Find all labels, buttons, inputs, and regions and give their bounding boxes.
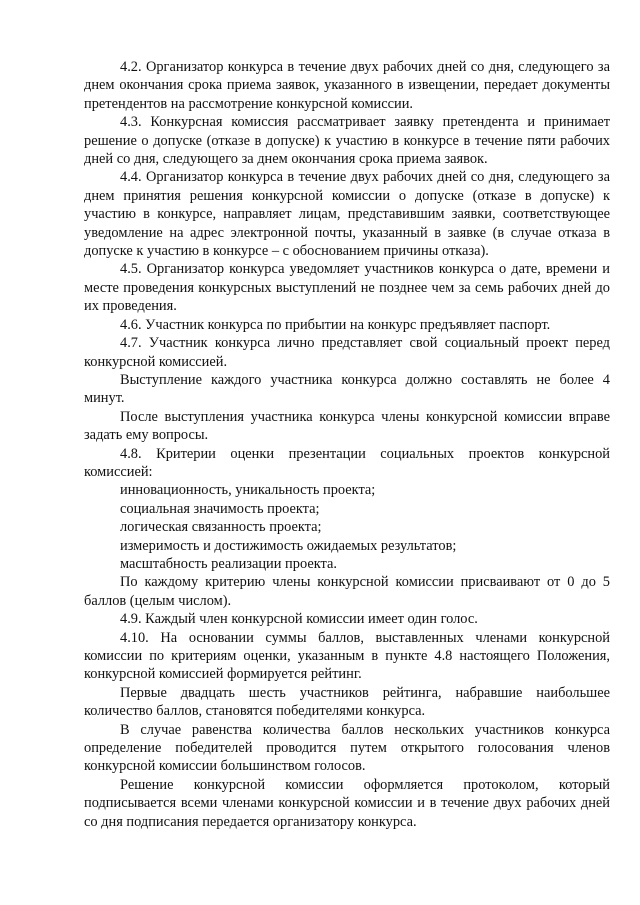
paragraph-tie: В случае равенства количества баллов нескольких участников конкурса определение победителей проводится путем открытого голосования членов конкурсной комиссии большинством голосов. bbox=[84, 721, 610, 775]
paragraph-4-6: 4.6. Участник конкурса по прибытии на конкурс предъявляет паспорт. bbox=[120, 316, 551, 333]
paragraph-4-5: 4.5. Организатор конкурса уведомляет участников конкурса о дате, времени и месте проведения конкурсных выступлений не позднее чем за семь рабочих дней до их проведения. bbox=[84, 261, 610, 315]
criteria-item: инновационность, уникальность проекта; bbox=[120, 482, 376, 499]
criteria-item: логическая связанность проекта; bbox=[120, 519, 322, 536]
paragraph-protocol: Решение конкурсной комиссии оформляется протоколом, который подписывается всеми членами конкурсной комиссии и в течение двух рабочих дней со дня подписания передается организатору конкурса. bbox=[84, 776, 610, 830]
paragraph-4-9: 4.9. Каждый член конкурсной комиссии имеет один голос. bbox=[120, 611, 478, 628]
paragraph-4-7: 4.7. Участник конкурса лично представляет свой социальный проект перед конкурсной комиссией. bbox=[84, 335, 610, 370]
paragraph-4-8: 4.8. Критерии оценки презентации социальных проектов конкурсной комиссией: bbox=[84, 445, 610, 480]
paragraph-4-2: 4.2. Организатор конкурса в течение двух рабочих дней со дня, следующего за днем окончания срока приема заявок, указанного в извещении, передает документы претендентов на рассмотрение конкурсной комиссии. bbox=[84, 59, 610, 112]
criteria-item: измеримость и достижимость ожидаемых результатов; bbox=[120, 537, 457, 554]
paragraph-4-3: 4.3. Конкурсная комиссия рассматривает заявку претендента и принимает решение о допуске (отказе в допуске) к участию в конкурсе в течение пяти рабочих дней со дня, следующего за днем окончания срока приема заявок. bbox=[84, 114, 610, 168]
criteria-item: социальная значимость проекта; bbox=[120, 500, 320, 517]
paragraph-speech-duration: Выступление каждого участника конкурса должно составлять не более 4 минут. bbox=[84, 371, 610, 407]
document-page bbox=[84, 58, 610, 831]
paragraph-questions: После выступления участника конкурса члены конкурсной комиссии вправе задать ему вопросы. bbox=[84, 408, 610, 444]
paragraph-winners: Первые двадцать шесть участников рейтинга, набравшие наибольшее количество баллов, становятся победителями конкурса. bbox=[84, 684, 610, 720]
criteria-item: масштабность реализации проекта. bbox=[120, 555, 337, 572]
paragraph-4-4: 4.4. Организатор конкурса в течение двух рабочих дней со дня, следующего за днем принятия решения конкурсной комиссии о допуске (отказе в допуске) к участию в конкурсе, направляет лицам, представившим заявки, соответствующее уведомление на адрес электронной почты, указанный в заявке (в случае отказа в допуске к участию в конкурсе – с обоснованием причины отказа). bbox=[84, 169, 610, 260]
paragraph-4-10: 4.10. На основании суммы баллов, выставленных членами конкурсной комиссии по критериям оценки, указанным в пункте 4.8 настоящего Положения, конкурсной комиссией формируется рейтинг. bbox=[84, 629, 610, 683]
paragraph-scoring: По каждому критерию члены конкурсной комиссии присваивают от 0 до 5 баллов (целым числом). bbox=[84, 574, 610, 609]
